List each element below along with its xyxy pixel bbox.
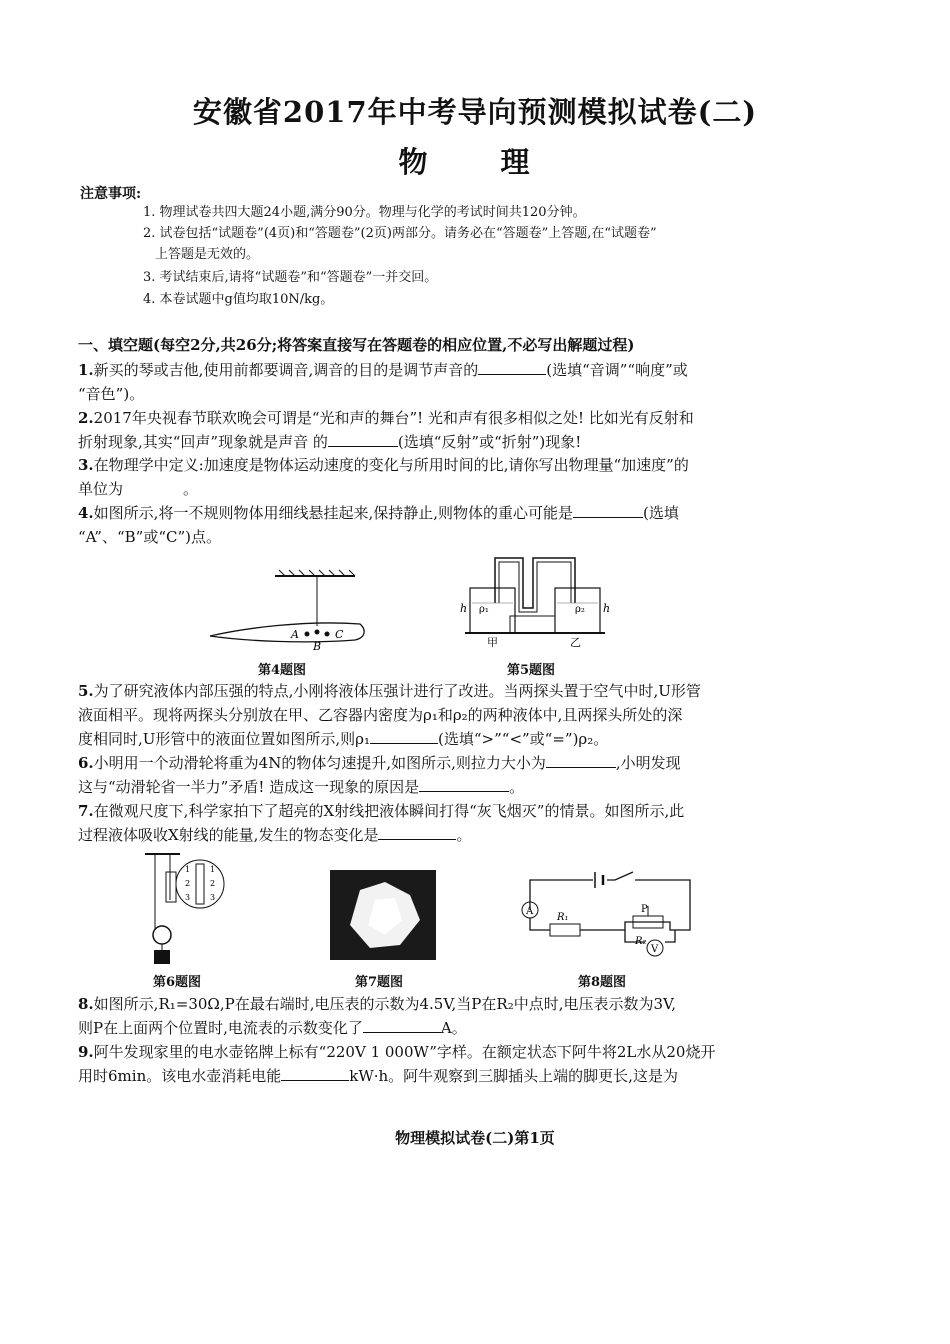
notes-heading: 注意事项: (80, 186, 142, 202)
figure-5-diagram (455, 548, 615, 658)
fig8-voltmeter-label: V (651, 944, 659, 955)
figure-8-caption: 第8题图 (578, 975, 627, 990)
fig4-label-b: B (313, 640, 322, 653)
note-item: 3. 考试结束后,请将“试题卷”和“答题卷”一并交回。 (143, 270, 438, 285)
question-4: 4.如图所示,将一不规则物体用细线悬挂起来,保持静止,则物体的重心可能是 (选填 “A”、“B”或“C”)点。 (78, 504, 679, 546)
note-item: 上答题是无效的。 (155, 247, 260, 262)
question-9: 9.阿牛发现家里的电水壶铭牌上标有“220V 1 000W”字样。在额定状态下阿牛将2L水从20烧开 用时6min。该电水壶消耗电能 kW·h。阿牛观察到三脚插头上端的脚更长,这是为 (78, 1043, 716, 1085)
question-2: 2.2017年央视春节联欢晚会可谓是“光和声的舞台”! 光和声有很多相似之处! 比如光有反射和 折射现象,其实“回声”现象就是声音 的 (选填“反射”或“折射”)现象! (78, 409, 694, 451)
figure-4-caption: 第4题图 (258, 663, 307, 678)
figure-6-diagram (140, 850, 230, 968)
figure-6-caption: 第6题图 (153, 975, 202, 990)
figure-7-caption: 第7题图 (355, 975, 404, 990)
fig5-label-h1: h (460, 602, 468, 615)
fig4-label-a: A (291, 628, 299, 641)
answer-blank[interactable] (419, 776, 509, 792)
fig8-p-label: P (641, 904, 648, 915)
question-8: 8.如图所示,R₁=30Ω,P在最右端时,电压表的示数为4.5V,当P在R₂中点时,电压表示数为3V, 则P在上面两个位置时,电流表的示数变化了 A。 (78, 995, 676, 1037)
figure-4-diagram (205, 568, 385, 658)
answer-blank[interactable] (370, 728, 438, 744)
page-footer: 物理模拟试卷(二)第1页 (395, 1129, 555, 1147)
figure-7-photo (330, 870, 436, 960)
figure-5-caption: 第5题图 (507, 663, 556, 678)
question-1: 1.新买的琴或吉他,使用前都要调音,调音的目的是调节声音的 (选填“音调”“响度”或 “音色”)。 (78, 361, 688, 403)
svg-text:3: 3 (210, 893, 216, 902)
svg-text:2: 2 (210, 879, 216, 888)
figure-8-diagram (515, 860, 710, 960)
fig8-ammeter-label: A (526, 906, 534, 917)
question-7: 7.在微观尺度下,科学家拍下了超亮的X射线把液体瞬间打得“灰飞烟灭”的情景。如图所示,此 过程液体吸收X射线的能量,发生的物态变化是 。 (78, 802, 685, 844)
answer-blank[interactable] (546, 752, 616, 768)
note-item: 1. 物理试卷共四大题24小题,满分90分。物理与化学的考试时间共120分钟。 (143, 205, 586, 220)
svg-text:2: 2 (185, 879, 191, 888)
answer-blank[interactable] (363, 1017, 441, 1033)
fig4-label-c: C (335, 628, 344, 641)
fig5-label-rho1: ρ₁ (479, 604, 489, 615)
question-5: 5.为了研究液体内部压强的特点,小刚将液体压强计进行了改进。当两探头置于空气中时,U形管 液面相平。现将两探头分别放在甲、乙容器内密度为ρ₁和ρ₂的两种液体中,且两探头所处的深 度相同时,U形管中的液面位置如图所示,则ρ₁ (选填“>”“<”或“=”)ρ₂。 (78, 682, 701, 748)
answer-blank[interactable] (378, 824, 456, 840)
fig8-r2-label: R₂ (635, 936, 647, 947)
answer-blank[interactable] (281, 1065, 349, 1081)
svg-text:1: 1 (210, 865, 216, 874)
fig5-label-rho2: ρ₂ (575, 604, 585, 615)
page-title: 安徽省2017年中考导向预测模拟试卷(二) (192, 95, 758, 129)
answer-blank[interactable] (328, 431, 398, 447)
note-item: 2. 试卷包括“试题卷”(4页)和“答题卷”(2页)两部分。请务必在“答题卷”上答题,在“试题卷” (143, 226, 657, 241)
svg-text:3: 3 (185, 893, 191, 902)
subject-title: 物 理 (398, 145, 552, 179)
section-heading: 一、填空题(每空2分,共26分;将答案直接写在答题卷的相应位置,不必写出解题过程) (78, 336, 635, 354)
answer-blank[interactable] (478, 359, 546, 375)
fig8-r1-label: R₁ (557, 912, 569, 923)
question-3: 3.在物理学中定义:加速度是物体运动速度的变化与所用时间的比,请你写出物理量“加速度”的 单位为 。 (78, 456, 689, 498)
question-6: 6.小明用一个动滑轮将重为4N的物体匀速提升,如图所示,则拉力大小为 ,小明发现 这与“动滑轮省一半力”矛盾! 造成这一现象的原因是 。 (78, 754, 681, 796)
note-item: 4. 本卷试题中g值均取10N/kg。 (143, 292, 334, 307)
fig5-label-yi: 乙 (570, 636, 581, 649)
fig5-label-h2: h (603, 602, 611, 615)
fig5-label-jia: 甲 (487, 636, 498, 649)
svg-text:1: 1 (185, 865, 191, 874)
answer-blank[interactable] (573, 502, 643, 518)
